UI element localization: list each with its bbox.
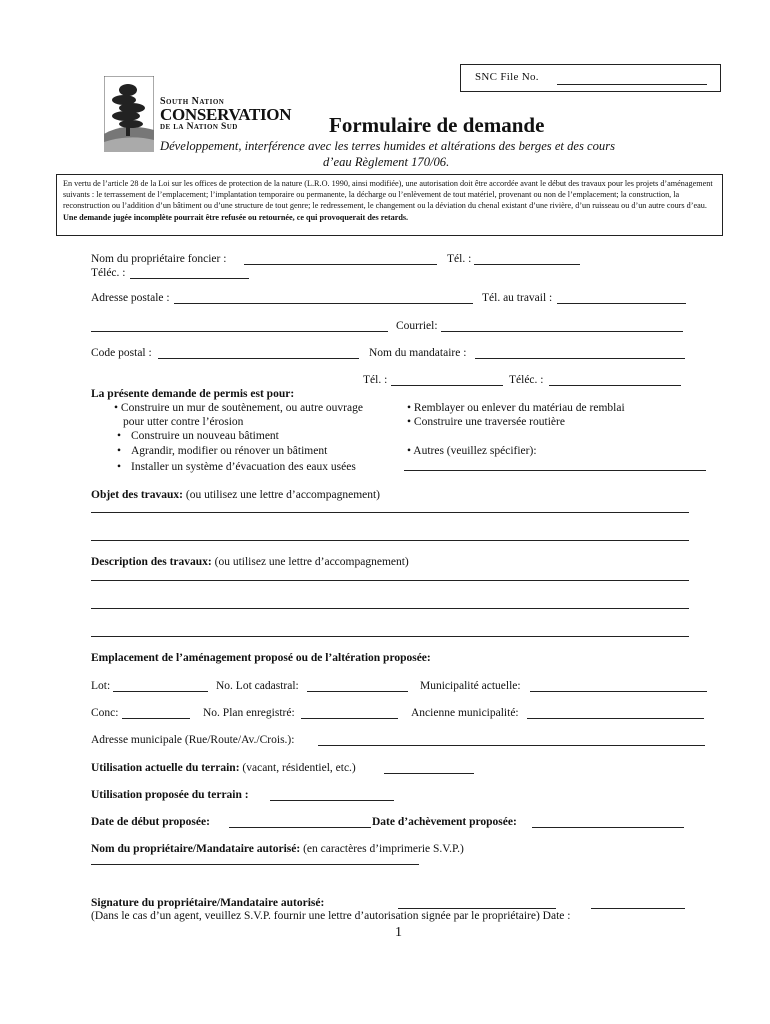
postal-address-field-2[interactable] [91,331,388,332]
permit-other-field[interactable] [404,470,706,471]
bullet-icon: • [117,445,122,457]
description-label: Description des travaux: [91,556,212,568]
permit-item-fill[interactable]: • Remblayer ou enlever du matériau de remblai [407,402,625,414]
end-date-label: Date d’achèvement proposée: [372,816,517,828]
tel2-label: Tél. : [363,374,388,386]
logo-line3: de la Nation Sud [160,122,238,132]
intro-warning: Une demande jugée incomplète pourrait être refusée ou retournée, ce qui provoquerait des retards. [63,212,409,222]
owner-print-name-note: (en caractères d’imprimerie S.V.P.) [300,843,464,855]
current-land-use-note: (vacant, résidentiel, etc.) [239,762,356,774]
description-of-works [91,556,409,568]
cadastral-field[interactable] [307,691,408,692]
email-label: Courriel: [396,320,438,332]
former-municipality-label: Ancienne municipalité: [411,707,519,719]
snc-file-field[interactable] [557,84,707,85]
current-municipality-field[interactable] [530,691,707,692]
lot-label: Lot: [91,680,111,692]
permit-item-new-building[interactable] [117,430,279,442]
description-line-2[interactable] [91,608,689,609]
postal-address-label: Adresse postale : [91,292,170,304]
object-of-works [91,489,380,501]
bullet-icon: • [117,461,122,473]
permit-item-sewage-system-label: Installer un système d’évacuation des eaux usées [131,461,356,473]
object-line-2[interactable] [91,540,689,541]
email-field[interactable] [441,331,683,332]
proposed-land-use-label: Utilisation proposée du terrain : [91,789,249,801]
permit-item-modify-building[interactable] [117,445,327,457]
conc-field[interactable] [122,718,190,719]
plan-label: No. Plan enregistré: [203,707,295,719]
permit-item-sewage-system[interactable] [117,461,356,473]
tel-work-field[interactable] [557,303,686,304]
agent-name-label: Nom du mandataire : [369,347,467,359]
page-title: Formulaire de demande [329,113,545,137]
current-land-use-label: Utilisation actuelle du terrain: [91,762,240,774]
object-note: (ou utilisez une lettre d’accompagnement) [183,489,381,501]
plan-field[interactable] [301,718,398,719]
snc-file-label: SNC File No. [475,71,539,83]
subtitle-line1: Développement, interférence avec les terres humides et altérations des berges et des cours [160,139,615,153]
telec-label: Téléc. : [91,267,126,279]
telec-field[interactable] [130,278,249,279]
agent-authorization-note: (Dans le cas d’un agent, veuillez S.V.P. fournir une lettre d’autorisation signée par le propriétaire) Date : [91,910,571,922]
bullet-icon: • [117,430,122,442]
start-date-label: Date de début proposée: [91,816,210,828]
lot-field[interactable] [113,691,208,692]
former-municipality-field[interactable] [527,718,704,719]
tel2-field[interactable] [391,385,503,386]
permit-item-other[interactable]: • Autres (veuillez spécifier): [407,445,537,457]
logo-line1: South Nation [160,96,225,107]
permit-heading: La présente demande de permis est pour: [91,388,295,400]
permit-item-road-crossing[interactable]: • Construire une traversée routière [407,416,565,428]
owner-name-label: Nom du propriétaire foncier : [91,253,227,265]
conc-label: Conc: [91,707,119,719]
municipal-address-field[interactable] [318,745,705,746]
permit-item-retaining-wall[interactable]: • Construire un mur de soutènement, ou autre ouvrage [114,402,363,414]
postal-code-label: Code postal : [91,347,152,359]
municipal-address-label: Adresse municipale (Rue/Route/Av./Crois.): [91,734,295,746]
postal-code-field[interactable] [158,358,359,359]
permit-item-modify-building-label: Agrandir, modifier ou rénover un bâtiment [131,445,328,457]
location-heading: Emplacement de l’aménagement proposé ou de l’altération proposée: [91,652,431,664]
conservation-logo [104,76,154,152]
tel-work-label: Tél. au travail : [482,292,553,304]
proposed-land-use-field[interactable] [270,800,394,801]
start-date-field[interactable] [229,827,371,828]
owner-print-name [91,843,464,855]
current-municipality-label: Municipalité actuelle: [420,680,521,692]
description-line-3[interactable] [91,636,689,637]
owner-print-name-field[interactable] [91,864,419,865]
intro-text: En vertu de l’article 28 de la Loi sur les offices de protection de la nature (L.R.O. 1990, ainsi modifiée), une autorisation doit être accordée avant le début des travaux pour les projets d’aménagement suivants : le terrassement de l’emplacement; l’implantation temporaire ou permanente, la décharge ou l’enlèvement de tout matériel, provenant ou non de l’emplacement; la construction, la reconstruction ou l’addition d’un bâtiment ou d’une structure de tout genre; le redressement, le changement ou la déviation du chenal existant d’une rivière, d’un ruisseau ou d’un autre cours d’eau. [63,179,713,211]
tree-logo-icon [104,76,154,152]
current-land-use-field[interactable] [384,773,474,774]
permit-item-new-building-label: Construire un nouveau bâtiment [131,430,279,442]
telec2-field[interactable] [549,385,681,386]
end-date-field[interactable] [532,827,684,828]
subtitle-line2: d’eau Règlement 170/06. [323,155,450,169]
object-line-1[interactable] [91,512,689,513]
owner-name-field[interactable] [244,264,437,265]
signature-label: Signature du propriétaire/Mandataire autorisé: [91,897,325,909]
signature-field[interactable] [398,908,556,909]
postal-address-field[interactable] [174,303,473,304]
intro-notice [56,174,723,236]
object-label: Objet des travaux: [91,489,183,501]
description-note: (ou utilisez une lettre d’accompagnement) [211,556,409,568]
date-field[interactable] [591,908,685,909]
telec2-label: Téléc. : [509,374,544,386]
tel-field[interactable] [474,264,580,265]
tel-label: Tél. : [447,253,472,265]
agent-name-field[interactable] [475,358,685,359]
description-line-1[interactable] [91,580,689,581]
snc-file-box [460,64,721,92]
page-number: 1 [395,925,402,940]
permit-item-retaining-wall-cont: pour utter contre l’érosion [123,416,244,428]
current-land-use [91,762,356,774]
logo-line2: CONSERVATION [160,105,292,124]
cadastral-label: No. Lot cadastral: [216,680,299,692]
owner-print-name-label: Nom du propriétaire/Mandataire autorisé: [91,843,301,855]
